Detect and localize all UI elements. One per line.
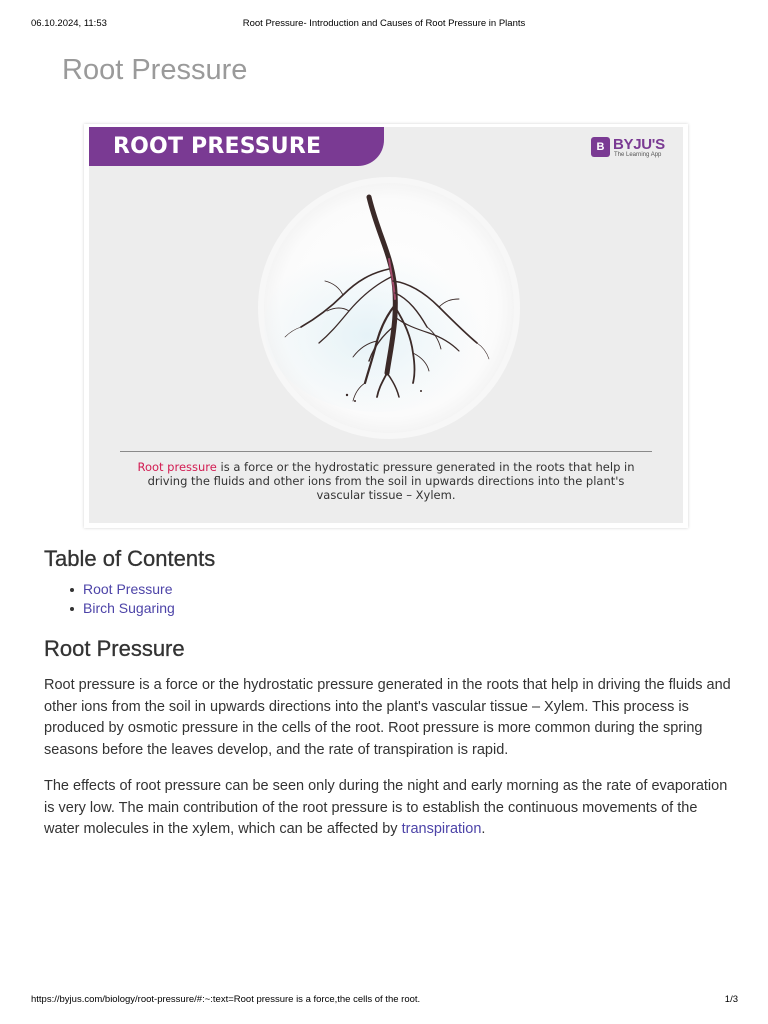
hero-divider <box>120 451 652 452</box>
toc-link-root-pressure[interactable]: Root Pressure <box>83 581 173 597</box>
plant-root-illustration <box>249 177 529 439</box>
paragraph-definition: Root pressure is a force or the hydrostatic pressure generated in the roots that help in driving the fluids and other ions from the soil in upwards directions into the plant's vascular tissue – Xylem. This process is produced by osmotic pressure in the cells of the root. Root pressure is more common during the spring seasons before the leaves develop, and the rate of transpiration is rapid. <box>44 677 731 758</box>
hero-caption <box>129 460 643 502</box>
paragraph-effects-text: The effects of root pressure can be seen only during the night and early morning as the rate of evaporation is very low. The main contribution of the root pressure is to establish the continuous movements of the water molecules in the xylem, which can be affected by <box>44 778 728 837</box>
print-datetime: 06.10.2024, 11:53 <box>31 18 107 29</box>
hero-image-canvas <box>89 127 683 523</box>
toc-list <box>44 580 175 618</box>
hero-caption-term: Root pressure <box>137 460 217 474</box>
toc-item <box>83 599 175 618</box>
brand-mark-icon: B <box>591 137 610 157</box>
brand-logo <box>591 136 681 162</box>
print-header <box>0 18 768 32</box>
paragraph-effects <box>44 776 734 841</box>
transpiration-link[interactable]: transpiration <box>401 821 482 837</box>
page-title: Root Pressure <box>62 54 248 86</box>
toc-link-birch-sugaring[interactable]: Birch Sugaring <box>83 600 175 616</box>
section-heading-root-pressure: Root Pressure <box>44 636 185 661</box>
print-page-number: 1/3 <box>724 994 738 1005</box>
toc-item <box>83 580 175 599</box>
toc-heading: Table of Contents <box>44 546 216 571</box>
paragraph-effects-end: . <box>481 821 486 837</box>
brand-tagline: The Learning App <box>614 152 662 158</box>
hero-image <box>84 124 688 528</box>
brand-name: BYJU'S <box>613 136 665 153</box>
print-url: https://byjus.com/biology/root-pressure/#:~:text=Root pressure is a force,the cells of the root. <box>31 994 421 1005</box>
print-document-title: Root Pressure- Introduction and Causes of Root Pressure in Plants <box>242 18 526 29</box>
hero-banner-title: ROOT PRESSURE <box>89 127 384 166</box>
hero-caption-text: is a force or the hydrostatic pressure generated in the roots that help in driving the fluids and other ions from the soil in upwards directions into the plant's vascular tissue – Xylem. <box>147 460 635 502</box>
